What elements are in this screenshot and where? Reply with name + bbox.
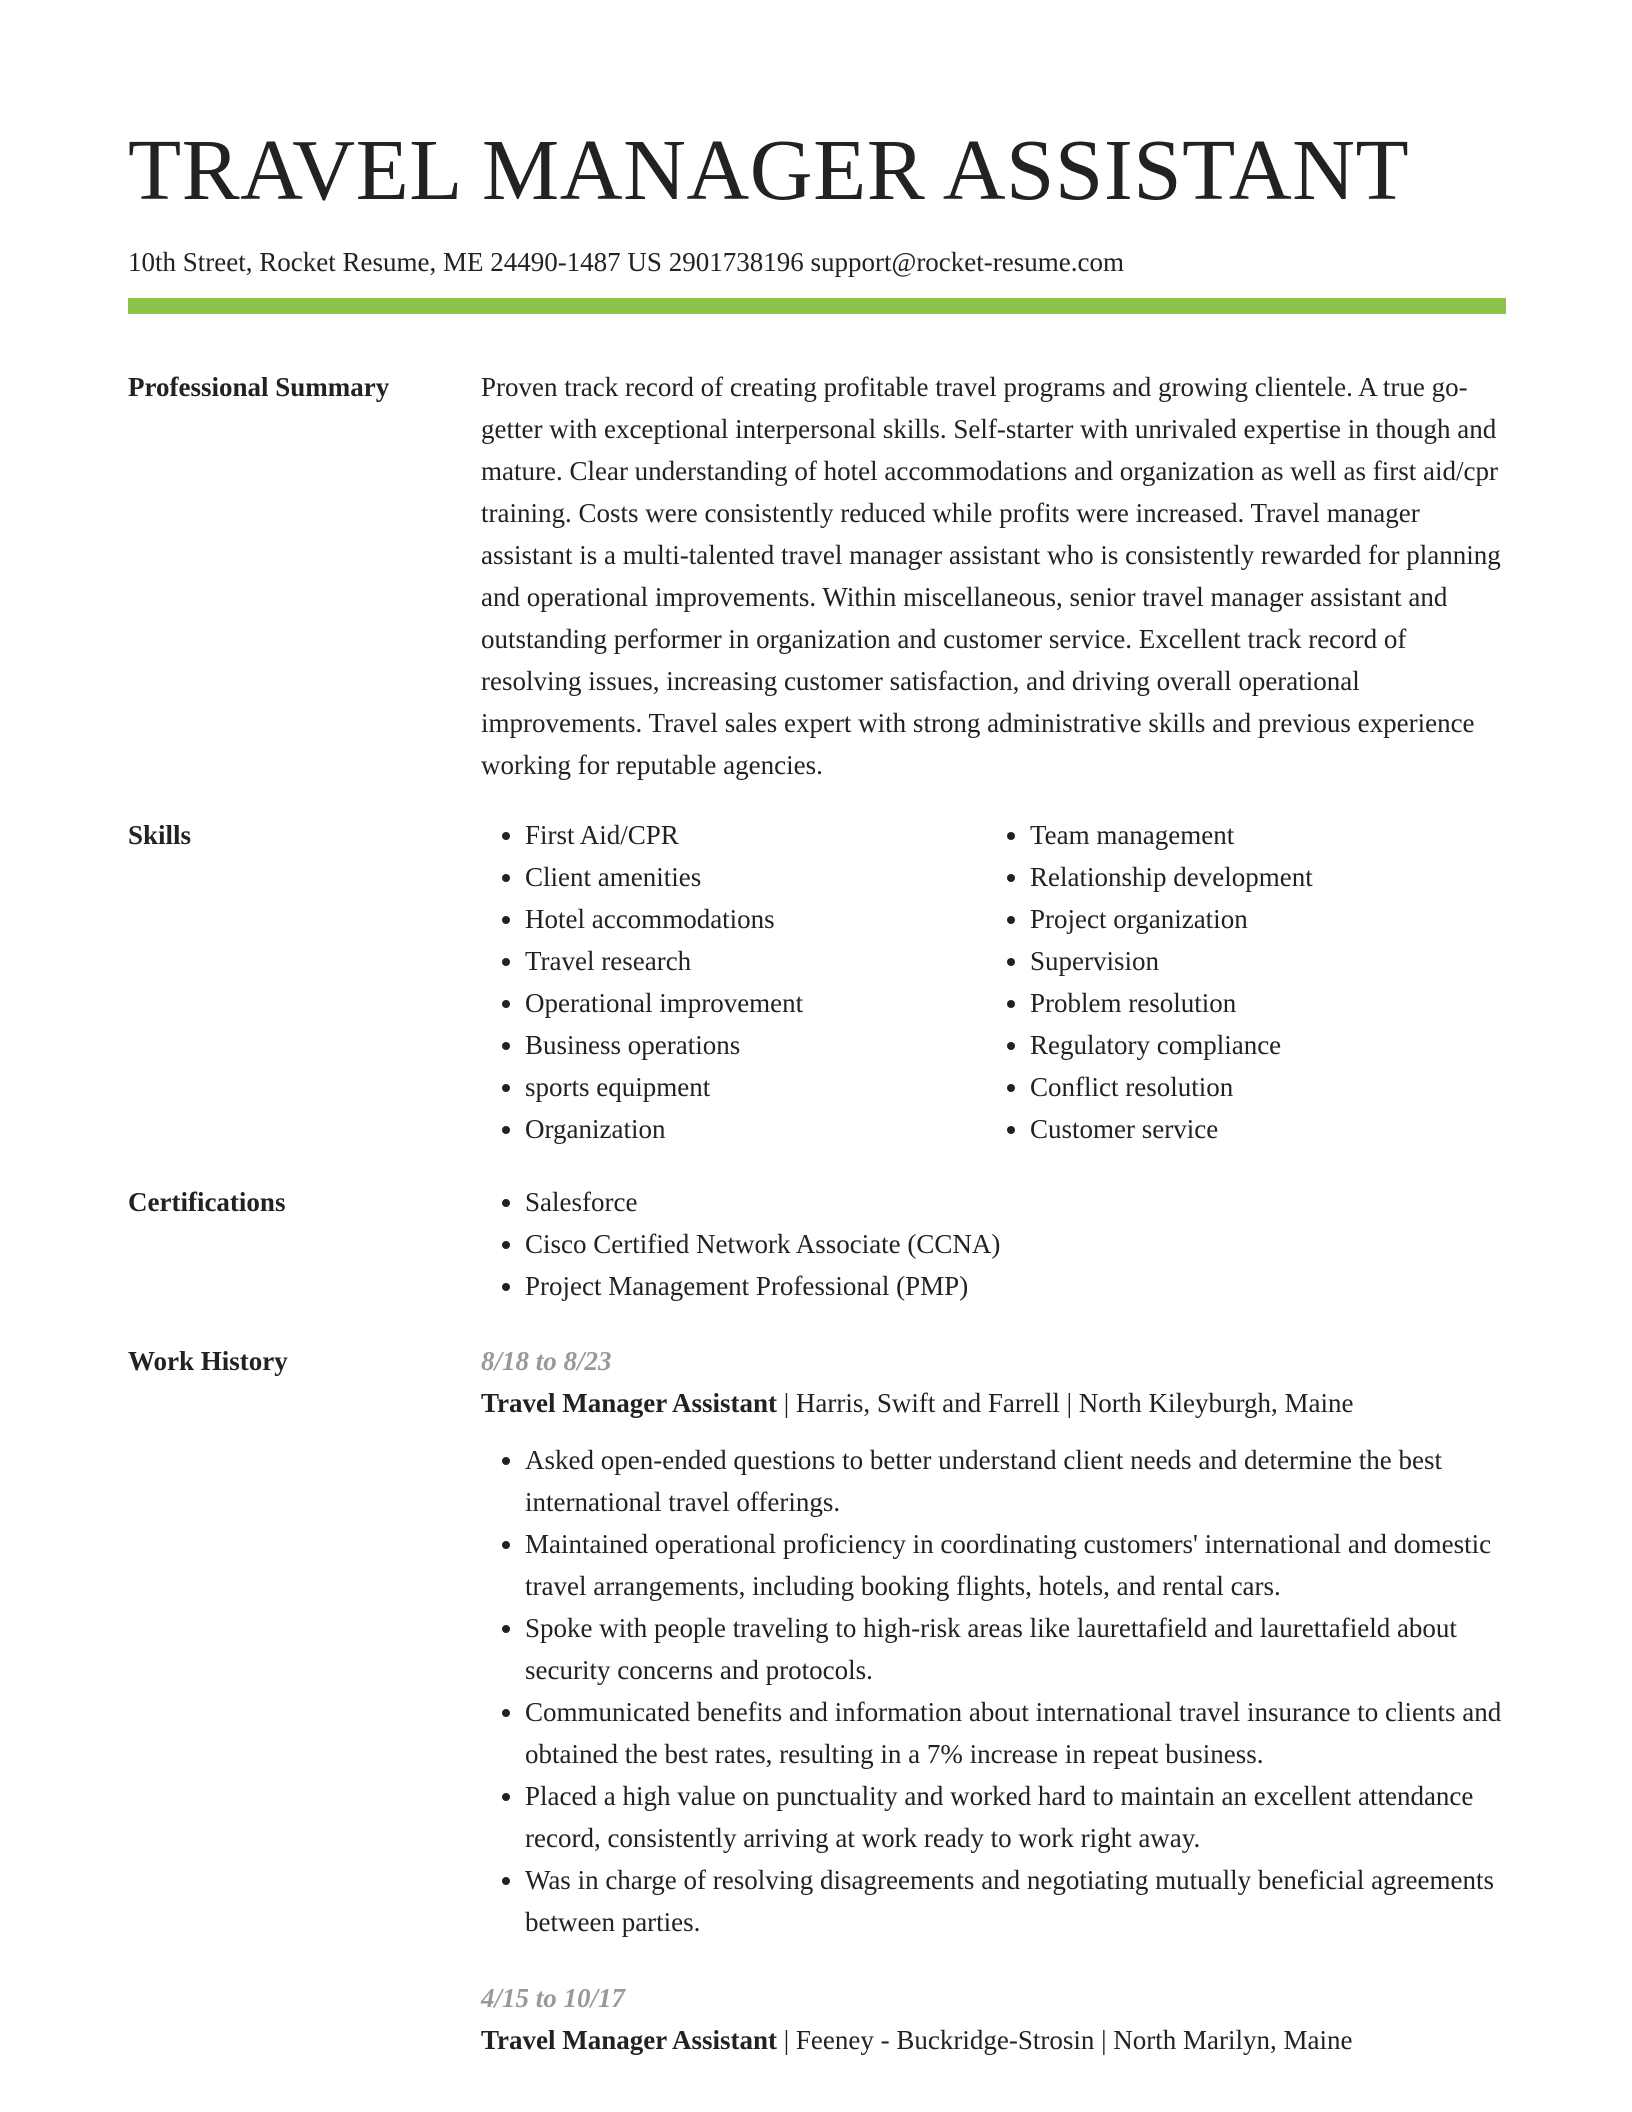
summary-text: Proven track record of creating profitable travel programs and growing clientele. A true go-getter with exceptional interpersonal skills. Self-starter with unrivaled expertise in though and mature. Clear understanding of hotel accommodations and organization as well as first aid/cpr training. Costs were consistently reduced while profits were increased. Travel manager assistant is a multi-talented travel manager assistant who is consistently rewarded for planning and operational improvements. Within miscellaneous, senior travel manager assistant and outstanding performer in organization and customer service. Excellent track record of resolving issues, increasing customer satisfaction, and driving overall operational improvements. Travel sales expert with strong administrative skills and previous experience working for reputable agencies. <box>481 372 1501 780</box>
certification-item: • Cisco Certified Network Associate (CCNA) <box>525 1223 1506 1265</box>
job-dates: 8/18 to 8/23 <box>481 1346 612 1376</box>
skills-label: Skills <box>128 820 192 850</box>
job-entry <box>481 1340 1506 1943</box>
skill-item: • Customer service <box>1030 1108 1506 1150</box>
skill-item: • Travel research <box>525 940 986 982</box>
skill-item: • sports equipment <box>525 1066 986 1108</box>
job-dates: 4/15 to 10/17 <box>481 1983 626 2013</box>
contact-line: 10th Street, Rocket Resume, ME 24490-1487 US 2901738196 support@rocket-resume.com <box>128 247 1124 277</box>
job-bullet: • Spoke with people traveling to high-risk areas like laurettafield and laurettafield about security concerns and protocols. <box>525 1607 1506 1691</box>
job-bullet: • Maintained operational proficiency in coordinating customers' international and domestic travel arrangements, including booking flights, hotels, and rental cars. <box>525 1523 1506 1607</box>
summary-label: Professional Summary <box>128 372 390 402</box>
certifications-label: Certifications <box>128 1187 286 1217</box>
skill-item: • Regulatory compliance <box>1030 1024 1506 1066</box>
certification-item: • Project Management Professional (PMP) <box>525 1265 1506 1307</box>
skills-list-right <box>986 814 1506 1150</box>
job-heading <box>481 1382 1506 1424</box>
job-bullet: • Placed a high value on punctuality and worked hard to maintain an excellent attendance record, consistently arriving at work ready to work right away. <box>525 1775 1506 1859</box>
job-bullets <box>481 1439 1506 1943</box>
skill-item: • Supervision <box>1030 940 1506 982</box>
skills-section <box>128 814 1506 1150</box>
work-history-label: Work History <box>128 1346 288 1376</box>
certification-item: • Salesforce <box>525 1181 1506 1223</box>
skill-item: • Client amenities <box>525 856 986 898</box>
skill-item: • First Aid/CPR <box>525 814 986 856</box>
job-entry <box>481 1977 1506 2061</box>
skill-item: • Project organization <box>1030 898 1506 940</box>
skill-item: • Hotel accommodations <box>525 898 986 940</box>
skill-item: • Conflict resolution <box>1030 1066 1506 1108</box>
certifications-body <box>481 1181 1506 1307</box>
certifications-list <box>481 1181 1506 1307</box>
job-bullet: • Communicated benefits and information about international travel insurance to clients and obtained the best rates, resulting in a 7% increase in repeat business. <box>525 1691 1506 1775</box>
job-bullet: • Asked open-ended questions to better understand client needs and determine the best international travel offerings. <box>525 1439 1506 1523</box>
skill-item: • Business operations <box>525 1024 986 1066</box>
skill-item: • Operational improvement <box>525 982 986 1024</box>
header-divider <box>128 298 1506 314</box>
work-history-section <box>128 1340 1506 2061</box>
skill-item: • Team management <box>1030 814 1506 856</box>
job-heading <box>481 2019 1506 2061</box>
skills-list-left <box>481 814 986 1150</box>
skills-body <box>481 814 1506 1150</box>
certifications-section <box>128 1181 1506 1307</box>
job-title: Travel Manager Assistant <box>481 2025 777 2055</box>
job-title: Travel Manager Assistant <box>481 1388 777 1418</box>
summary-body <box>481 366 1506 786</box>
job-bullet: • Was in charge of resolving disagreements and negotiating mutually beneficial agreements between parties. <box>525 1859 1506 1943</box>
resume-title: TRAVEL MANAGER ASSISTANT <box>128 121 1410 218</box>
job-details: | Harris, Swift and Farrell | North Kileyburgh, Maine <box>777 1388 1354 1418</box>
summary-section <box>128 366 1506 786</box>
skill-item: • Organization <box>525 1108 986 1150</box>
skill-item: • Relationship development <box>1030 856 1506 898</box>
resume-page <box>128 0 1506 2061</box>
job-details: | Feeney - Buckridge-Strosin | North Marilyn, Maine <box>777 2025 1353 2055</box>
work-history-body <box>481 1340 1506 2061</box>
skill-item: • Problem resolution <box>1030 982 1506 1024</box>
